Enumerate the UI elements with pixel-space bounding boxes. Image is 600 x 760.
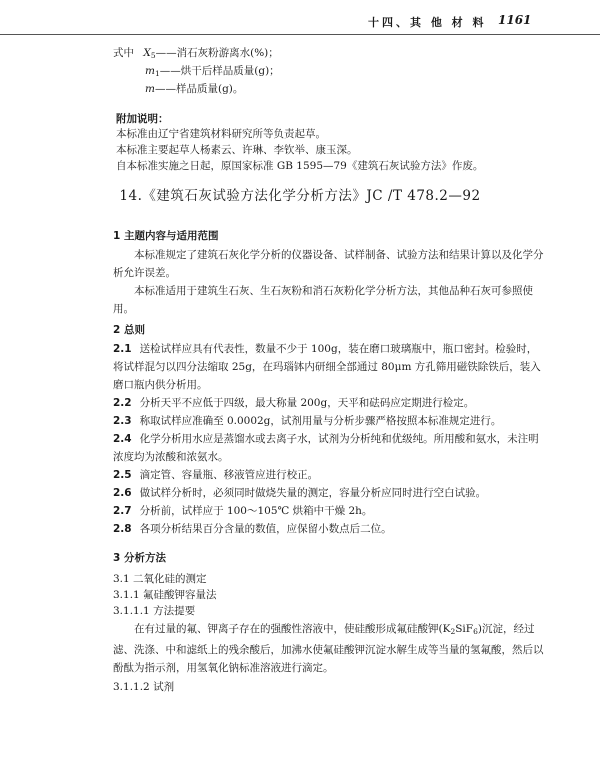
section-heading-2: 2 总则 — [113, 324, 145, 336]
clause-text: 送检试样应具有代表性，数量不少于 100g，装在磨口玻璃瓶中，瓶口密封。检验时，将试样混匀以四分法缩取 25g，在玛瑙钵内研细全部通过 80μm 方孔筛用磁铁除铁后，装入磨口瓶内供分析用。 — [113, 343, 541, 391]
legend-subscript: 1 — [154, 69, 160, 78]
subscript: 6 — [473, 627, 478, 636]
text-run: )沉淀，经过滤、洗涤、中和滤纸上的残余酸后，加沸水使氟硅酸钾沉淀水解生成等当量的氢氟酸，然后以酚酞为指示剂，用氢氧化钠标准溶液进行滴定。 — [113, 623, 544, 674]
section1-paragraph: 本标准规定了建筑石灰化学分析的仪器设备、试样制备、试验方法和结果计算以及化学分析允许误差。 — [113, 249, 544, 279]
notes-line: 自本标准实施之日起，原国家标准 GB 1595—79《建筑石灰试验方法》作废。 — [116, 160, 484, 172]
clause-item — [113, 412, 545, 430]
subsection-heading: 3.1.1.1 方法提要 — [113, 605, 196, 617]
clause-item — [113, 484, 545, 502]
subsection-heading: 3.1 二氧化硅的测定 — [113, 573, 207, 585]
clause-number: 2.6 — [113, 487, 132, 499]
clause-item — [113, 394, 545, 412]
legend-row-1 — [113, 46, 279, 63]
clause-item — [113, 340, 545, 394]
section-heading-1: 1 主题内容与适用范围 — [113, 230, 219, 242]
text-run: SiF — [455, 623, 474, 635]
section1-paragraph: 本标准适用于建筑生石灰、生石灰粉和消石灰粉化学分析方法，其他品种石灰可参照使用。 — [113, 285, 533, 315]
clause-item — [113, 502, 545, 520]
clause-item — [113, 466, 545, 484]
notes-line: 本标准主要起草人杨素云、许琳、李钦举、康玉深。 — [116, 144, 358, 156]
page-number: 1161 — [498, 13, 532, 27]
notes-heading: 附加说明： — [116, 113, 169, 125]
clause-number: 2.4 — [113, 433, 132, 445]
subscript: 2 — [450, 627, 456, 636]
clause-text: 称取试样应准确至 0.0002g，试剂用量与分析步骤严格按照本标准规定进行。 — [139, 415, 502, 427]
clause-item — [113, 430, 545, 466]
legend-lead: 式中 — [113, 47, 134, 59]
clause-text: 各项分析结果百分含量的数值，应保留小数点后二位。 — [139, 523, 392, 535]
legend-symbol: m — [145, 65, 155, 77]
clause-item — [113, 520, 545, 538]
subsection-heading: 3.1.1 氟硅酸钾容量法 — [113, 589, 217, 601]
header-section-title: 十四、其 他 材 料 — [368, 16, 487, 29]
legend-desc: ——样品质量(g)。 — [154, 83, 244, 95]
legend-row-2 — [145, 64, 280, 81]
clause-number: 2.2 — [113, 397, 132, 409]
legend-symbol: X — [143, 47, 151, 59]
clause-text: 做试样分析时，必须同时做烧失量的测定，容量分析应同时进行空白试验。 — [139, 487, 487, 499]
method-summary-paragraph — [113, 620, 545, 677]
clause-number: 2.1 — [113, 343, 132, 355]
clause-number: 2.3 — [113, 415, 132, 427]
notes-line: 本标准由辽宁省建筑材料研究所等负责起草。 — [116, 128, 326, 140]
clause-number: 2.8 — [113, 523, 132, 535]
legend-desc: ——烘干后样品质量(g)； — [159, 65, 280, 77]
clause-number: 2.5 — [113, 469, 132, 481]
section-heading-3: 3 分析方法 — [113, 552, 166, 564]
legend-subscript: 5 — [150, 51, 156, 60]
text-run: 在有过量的氟、钾离子存在的强酸性溶液中，使硅酸形成氟硅酸钾(K — [134, 623, 451, 635]
subsection-heading: 3.1.1.2 试剂 — [113, 681, 175, 693]
clause-text: 分析天平不应低于四级，最大称量 200g，天平和砝码应定期进行检定。 — [139, 397, 475, 409]
running-header — [0, 10, 600, 35]
clause-text: 化学分析用水应是蒸馏水或去离子水，试剂为分析纯和优级纯。所用酸和氨水，未注明浓度均为浓酸和浓氨水。 — [113, 433, 539, 463]
clause-number: 2.7 — [113, 505, 132, 517]
clause-text: 分析前，试样应于 100～105℃ 烘箱中干燥 2h。 — [139, 505, 373, 517]
legend-desc: ——消石灰粉游离水(%)； — [155, 47, 279, 59]
legend-symbol: m — [145, 83, 155, 95]
clause-text: 滴定管、容量瓶、移液管应进行校正。 — [139, 469, 319, 481]
standard-title: 14.《建筑石灰试验方法化学分析方法》JC /T 478.2—92 — [119, 188, 481, 204]
legend-row-3 — [145, 82, 243, 96]
